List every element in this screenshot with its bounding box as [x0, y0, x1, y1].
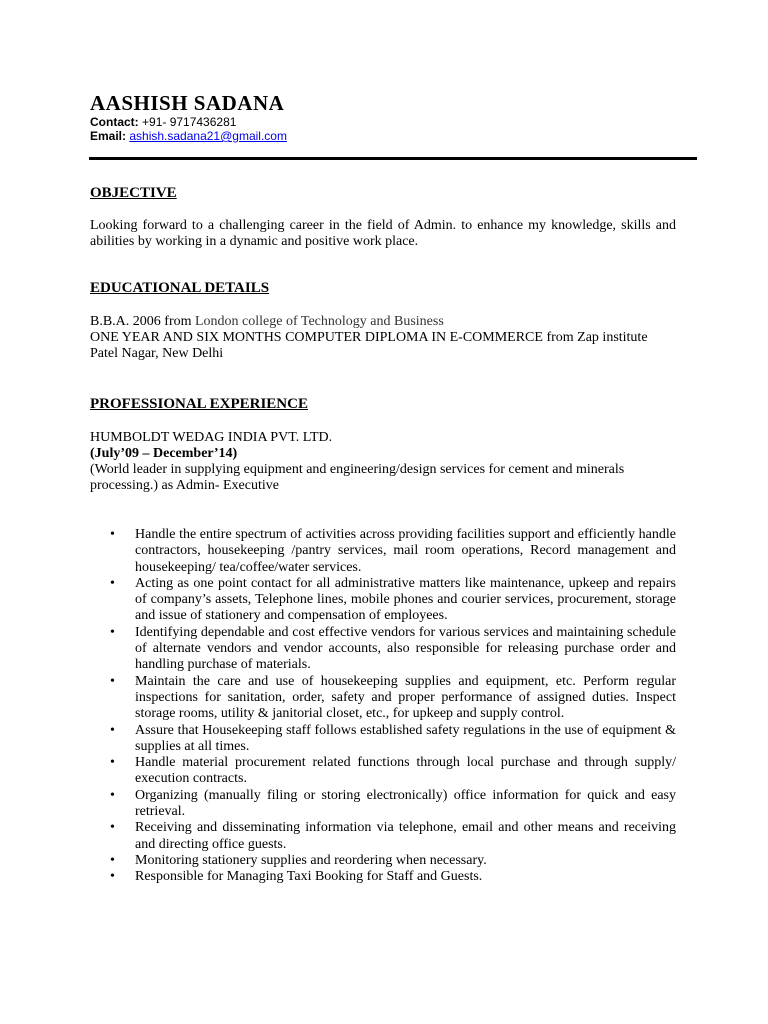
- bullet-icon: •: [110, 820, 115, 836]
- company-name: HUMBOLDT WEDAG INDIA PVT. LTD.: [90, 430, 333, 445]
- bullet-icon: •: [110, 575, 115, 591]
- duty-item: [90, 869, 676, 885]
- objective-heading: OBJECTIVE: [90, 185, 177, 201]
- duty-text: Handle material procurement related functions through local purchase and through supply/ execution contracts.: [135, 755, 676, 787]
- header-divider: [89, 157, 697, 160]
- duty-text: Maintain the care and use of housekeeping supplies and equipment, etc. Perform regular inspections for sanitation, order, safety and proper performance of assigned duties. Inspect storage rooms, utility & janitorial closet, etc., for upkeep and supply control.: [135, 673, 676, 722]
- duty-text: Receiving and disseminating information via telephone, email and other means and receiving and directing office guests.: [135, 820, 676, 852]
- duty-item: [90, 788, 676, 821]
- duty-text: Identifying dependable and cost effective vendors for various services and maintaining schedule of alternate vendors and vendor accounts, also responsible for releasing purchase order and handling purchase of materials.: [135, 624, 676, 673]
- duty-item: [90, 674, 676, 723]
- duty-item: [90, 853, 676, 869]
- duty-text: Acting as one point contact for all administrative matters like maintenance, upkeep and repairs of company’s assets, Telephone lines, mobile phones and courier services, procurement, storage and issue of stationery and compensation of employees.: [135, 575, 676, 624]
- bullet-icon: •: [110, 527, 115, 542]
- email-link[interactable]: ashish.sadana21@gmail.com: [129, 129, 287, 143]
- bullet-icon: •: [110, 852, 115, 868]
- bullet-icon: •: [110, 869, 115, 885]
- employment-period: (July’09 – December’14): [90, 446, 238, 461]
- duty-item: [90, 576, 676, 625]
- duty-text: Monitoring stationery supplies and reordering when necessary.: [135, 852, 487, 868]
- duty-text: Assure that Housekeeping staff follows established safety regulations in the use of equipment & supplies at all times.: [135, 722, 676, 754]
- duty-item: [90, 527, 676, 576]
- duty-text: Responsible for Managing Taxi Booking for Staff and Guests.: [135, 869, 483, 885]
- email-label: Email:: [90, 129, 127, 143]
- duty-item: [90, 820, 676, 853]
- contact-line: [90, 115, 236, 129]
- contact-label: Contact:: [90, 115, 139, 129]
- duty-text: Handle the entire spectrum of activities across providing facilities support and efficiently handle contractors, housekeeping /pantry services, mail room operations, Record management and housekeeping/ tea/coffee/water services.: [135, 527, 676, 575]
- contact-phone: +91- 9717436281: [138, 115, 237, 129]
- duty-item: [90, 755, 676, 788]
- education-heading: EDUCATIONAL DETAILS: [90, 280, 270, 296]
- experience-heading: PROFESSIONAL EXPERIENCE: [90, 396, 308, 412]
- bullet-icon: •: [110, 755, 115, 771]
- bullet-icon: •: [110, 624, 115, 640]
- institution-name: London college of Technology and Business: [195, 314, 444, 329]
- bullet-icon: •: [110, 673, 115, 689]
- email-line: [90, 129, 287, 143]
- company-description: (World leader in supplying equipment and engineering/design services for cement and minerals processing.) as Admin- Executive: [90, 462, 625, 494]
- duty-item: [90, 625, 676, 674]
- duty-text: Organizing (manually filing or storing electronically) office information for quick and easy retrieval.: [135, 787, 676, 820]
- education-line-2: ONE YEAR AND SIX MONTHS COMPUTER DIPLOMA IN E-COMMERCE from Zap institute Patel Nagar, New Delhi: [90, 330, 648, 362]
- degree-text: B.B.A. 2006 from: [90, 314, 195, 329]
- bullet-icon: •: [110, 787, 115, 803]
- duty-item: [90, 723, 676, 756]
- objective-text: Looking forward to a challenging career in the field of Admin. to enhance my knowledge, skills and abilities by working in a dynamic and positive work place.: [90, 218, 676, 250]
- candidate-name: AASHISH SADANA: [90, 91, 285, 115]
- bullet-icon: •: [110, 722, 115, 738]
- duties-list: [90, 527, 676, 886]
- education-line-1: [90, 314, 444, 330]
